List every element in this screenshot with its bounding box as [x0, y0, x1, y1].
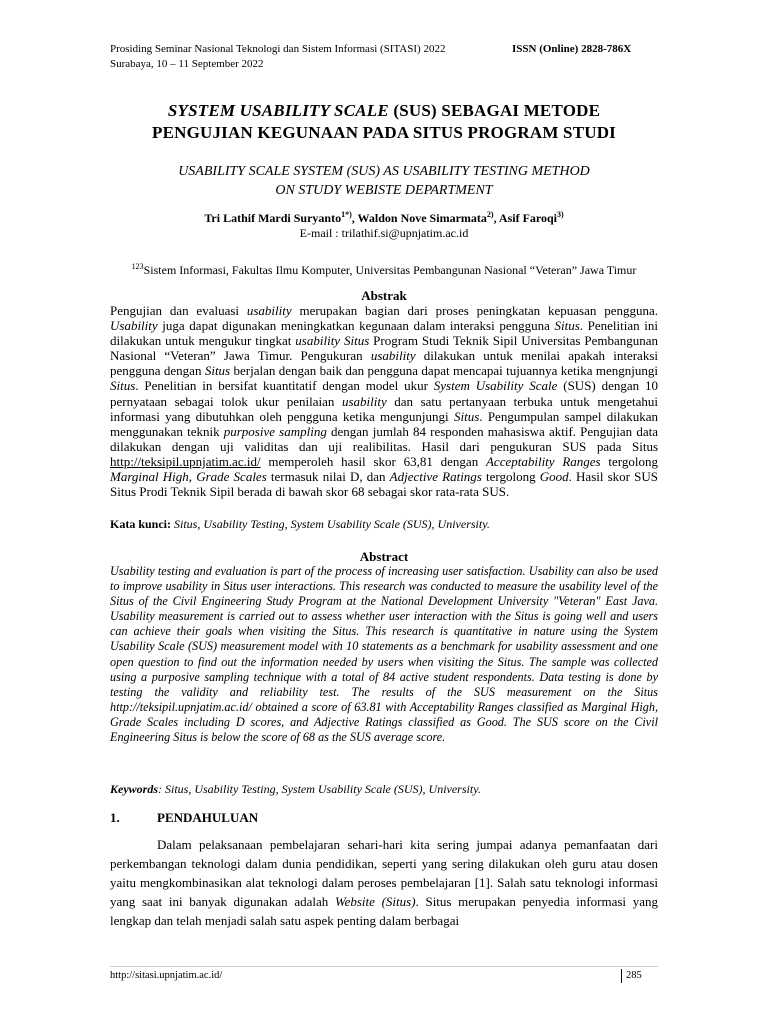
author-email: E-mail : trilathif.si@upnjatim.ac.id — [299, 226, 469, 240]
affiliation — [100, 259, 668, 278]
abstrak-heading: Abstrak — [361, 288, 407, 303]
subtitle-line1: USABILITY SCALE SYSTEM (SUS) AS USABILITY TESTING METHOD — [178, 164, 590, 179]
abstrak-text: Pengujian dan evaluasi usability merupakan bagian dari proses peningkatan kepuasan pengguna. Usability juga dapat digunakan meningkatkan kegunaan dalam interaksi pengguna Situs. Penelitian ini dilakukan untuk mengukur tingkat usability Situs Program Studi Teknik Sipil Universitas Pembangunan Nasional “Veteran” Jawa Timur. Pengukuran usability dilakukan untuk menilai apakah interaksi pengguna dengan Situs berjalan dengan baik dan pengguna dapat mencapai tujuannya ketika mengnjungi Situs. Penelitian in bersifat kuantitatif dengan model ukur System Usability Scale (SUS) dengan 10 pernyataan sebagai tolok ukur penilaian usability dan satu pertanyaan terbuka untuk mengetahui informasi yang dibutuhkan oleh pengguna ketika mengunjungi Situs. Pengumpulan sampel dilakukan menggunakan teknik purposive sampling dengan jumlah 84 responden mahasiswa aktif. Pengujian data dilakukan dengan uji validitas dan uji realibilitas. Hasil dari pengukuran SUS pada Situs http://teksipil.upnjatim.ac.id/ memperoleh hasil skor 63,81 dengan Acceptability Ranges tergolong Marginal High, Grade Scales termasuk nilai D, dan Adjective Ratings tergolong Good. Hasil skor SUS Situs Prodi Teknik Sipil berada di bawah skor 68 sebagai skor rata-rata SUS. — [110, 303, 659, 500]
paper-title — [100, 100, 668, 144]
affiliation-text: Sistem Informasi, Fakultas Ilmu Komputer, Universitas Pembangunan Nasional “Veteran” Jawa Timur — [143, 263, 637, 277]
abstract-heading: Abstract — [359, 549, 409, 564]
author-1-sup: 1*) — [341, 210, 352, 219]
issn: ISSN (Online) 2828-786X — [512, 43, 632, 55]
section-number: 1. — [110, 810, 120, 825]
affiliation-sup: 123 — [131, 262, 144, 271]
page-number: 285 — [621, 969, 642, 983]
author-block — [100, 211, 668, 241]
author-2-sup: 2) — [486, 210, 494, 219]
keywords — [110, 782, 658, 797]
kata-kunci-label: Kata kunci: — [110, 517, 172, 531]
subtitle-line2: ON STUDY WEBISTE DEPARTMENT — [275, 183, 493, 198]
paper-subtitle — [100, 162, 668, 200]
title-italic-part: SYSTEM USABILITY SCALE — [167, 101, 389, 120]
title-line2: PENGUJIAN KEGUNAAN PADA SITUS PROGRAM STUDI — [151, 123, 616, 142]
author-names — [100, 211, 668, 226]
running-header — [110, 42, 445, 72]
author-3-sup: 3) — [557, 210, 564, 219]
abstrak-site-link[interactable]: http://teksipil.upnjatim.ac.id/ — [110, 453, 261, 469]
abstract-text: Usability testing and evaluation is part of the process of increasing user satisfaction. Usability can also be used to improve usability in Situs user interactions. This research was conducted to measure the usability level of the Situs of the Civil Engineering Study Program at the National Development University "Veteran" East Java. Usability measurement is carried out to assess whether user interaction with the Situs is going well and users can achieve their goals when visiting the Situs. This research is quantitative in nature using the System Usability Scale (SUS) measurement model with 10 statements as a benchmark for usability assessment and one open question to find out the information needed by users when visiting the Situs. The sample was collected using a purposive sampling technique with a total of 84 active student respondents. Data testing is done by testing the validity and reliability test. The results of the SUS measurement on the Situs http://teksipil.upnjatim.ac.id/ obtained a score of 63.81 with Acceptability Ranges classified as Marginal High, Grade Scales including D scores, and Adjective Ratings classified as Good. The SUS score on the Civil Engineering Situs is below the score of 68 as the SUS average score. — [110, 564, 658, 745]
section-heading — [110, 810, 658, 826]
conference-location-date: Surabaya, 10 – 11 September 2022 — [110, 58, 264, 70]
title-line1-rest: (SUS) SEBAGAI METODE — [388, 101, 601, 120]
footer-url[interactable]: http://sitasi.upnjatim.ac.id/ — [110, 970, 223, 981]
keywords-label: Keywords — [110, 782, 158, 796]
author-3: , Asif Faroqi — [493, 211, 558, 225]
proceedings-name: Prosiding Seminar Nasional Teknologi dan Sistem Informasi (SITASI) 2022 — [110, 43, 446, 55]
section-paragraph: Dalam pelaksanaan pembelajaran sehari-hari kita sering jumpai adanya pemanfaatan dari perkembangan teknologi dalam dunia pendidikan, seperti yang sering dilakukan oleh guru atau dosen yaitu mengkombinasikan alat teknologi dalam peroses pembelajaran [1]. Salah satu teknologi informasi yang saat ini banyak digunakan adalah Website (Situs). Situs merupakan penyedia informasi yang lengkap dan telah menjadi salah satu aspek penting dalam berbagai — [110, 837, 658, 928]
footer-divider — [110, 966, 658, 967]
section-title: PENDAHULUAN — [157, 810, 259, 825]
kata-kunci-value: Situs, Usability Testing, System Usability Scale (SUS), University. — [171, 517, 490, 531]
keywords-value: : Situs, Usability Testing, System Usability Scale (SUS), University. — [158, 782, 481, 796]
author-2: , Waldon Nove Simarmata — [351, 211, 487, 225]
author-1: Tri Lathif Mardi Suryanto — [204, 211, 342, 225]
kata-kunci — [110, 517, 658, 532]
